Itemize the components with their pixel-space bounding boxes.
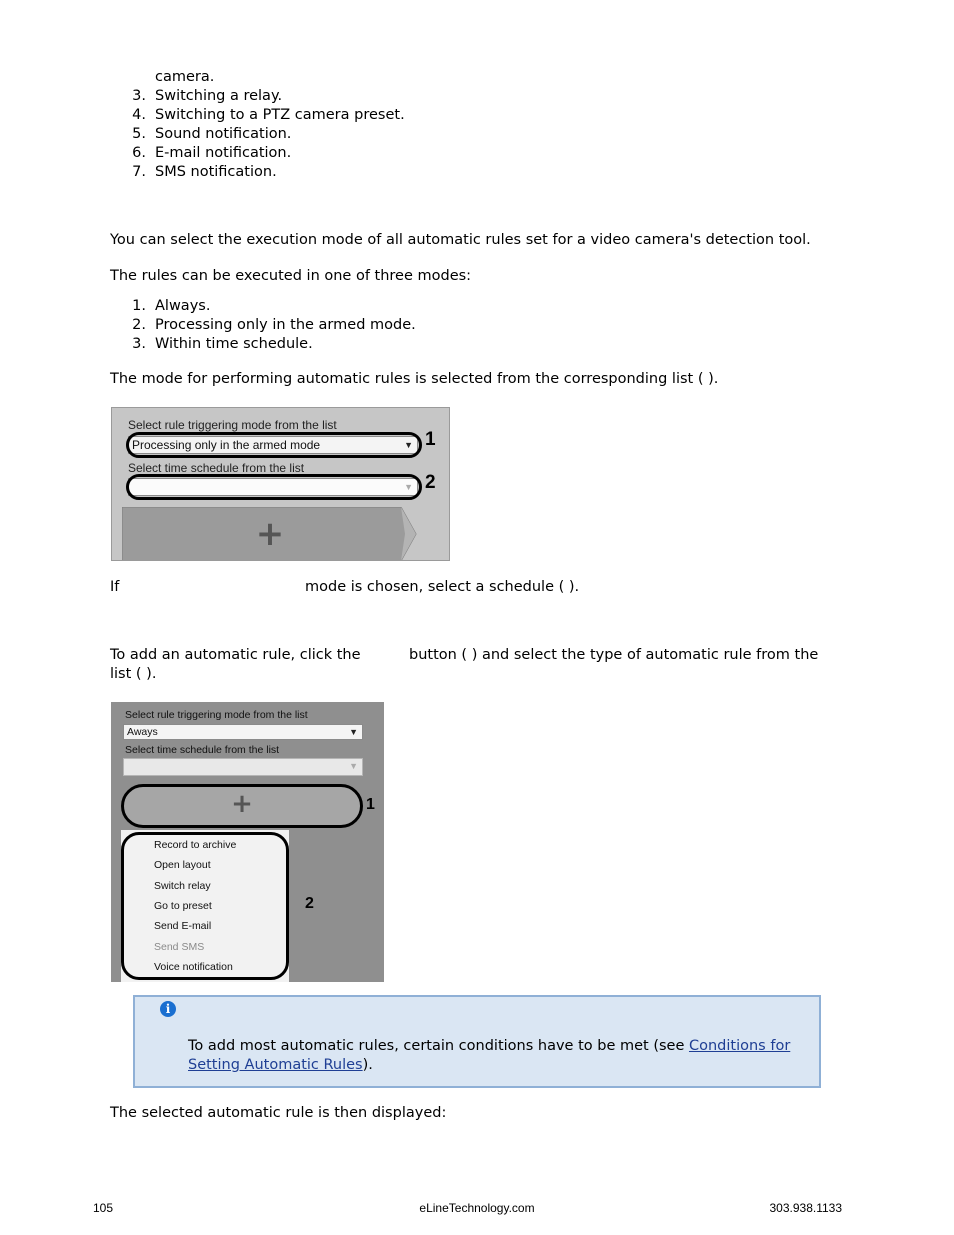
paragraph-displayed: The selected automatic rule is then displayed: xyxy=(110,1105,447,1121)
list-text: Within time schedule. xyxy=(155,336,313,352)
menu-item-send-sms: Send SMS xyxy=(154,941,205,953)
list-item xyxy=(0,317,954,336)
mode-label: Select rule triggering mode from the list xyxy=(125,709,308,721)
list-number: 3. xyxy=(132,88,146,104)
info-text-after: ). xyxy=(362,1057,373,1073)
footer-site: eLineTechnology.com xyxy=(419,1201,535,1215)
mode-select[interactable] xyxy=(123,724,363,740)
chevron-down-icon: ▼ xyxy=(404,440,413,450)
page-number: 105 xyxy=(93,1201,114,1215)
menu-item-switch-relay[interactable]: Switch relay xyxy=(154,880,211,892)
list-number: 2. xyxy=(132,317,146,333)
list-text: Switching to a PTZ camera preset. xyxy=(155,107,405,123)
paragraph-execution-mode: You can select the execution mode of all automatic rules set for a video camera's detection tool. xyxy=(110,232,811,248)
conditions-link[interactable]: Conditions for Setting Automatic Rules xyxy=(188,1038,791,1073)
menu-item-go-to-preset[interactable]: Go to preset xyxy=(154,900,212,912)
menu-item-open-layout[interactable]: Open layout xyxy=(154,859,211,871)
list-text: Sound notification. xyxy=(155,126,292,142)
mode-select-value: Aways xyxy=(127,726,158,738)
info-note xyxy=(133,995,821,1088)
schedule-label: Select time schedule from the list xyxy=(125,744,280,756)
list-item xyxy=(0,126,954,145)
info-icon: i xyxy=(160,1001,176,1017)
schedule-label: Select time schedule from the list xyxy=(128,461,305,475)
paragraph-add-part1: To add an automatic rule, click the xyxy=(110,647,361,663)
list-text: SMS notification. xyxy=(155,164,277,180)
callout-2: 2 xyxy=(425,472,436,493)
callout-1: 1 xyxy=(425,429,436,450)
list-number: 5. xyxy=(132,126,146,142)
mode-label: Select rule triggering mode from the list xyxy=(128,418,337,432)
footer-phone: 303.938.1133 xyxy=(769,1201,842,1215)
list-item xyxy=(0,298,954,317)
info-text-before: To add most automatic rules, certain conditions have to be met (see xyxy=(188,1038,689,1054)
menu-item-record-to-archive[interactable]: Record to archive xyxy=(154,839,237,851)
add-rule-button[interactable] xyxy=(122,507,418,561)
chevron-down-icon: ▼ xyxy=(349,727,358,737)
callout-1: 1 xyxy=(366,796,375,813)
info-note-text xyxy=(188,1037,808,1075)
list-text: Always. xyxy=(155,298,211,314)
mode-select-value: Processing only in the armed mode xyxy=(132,438,321,452)
add-rule-button[interactable] xyxy=(121,784,363,828)
list-item xyxy=(0,336,954,355)
list-item xyxy=(0,107,954,126)
list-number: 4. xyxy=(132,107,146,123)
list-text: Switching a relay. xyxy=(155,88,283,104)
screenshot-rule-mode xyxy=(111,407,450,561)
screenshot-rule-menu xyxy=(111,702,384,982)
callout-2: 2 xyxy=(305,895,314,912)
list-item xyxy=(0,145,954,164)
paragraph-if-start: If xyxy=(110,579,120,595)
paragraph-modes-intro: The rules can be executed in one of three modes: xyxy=(110,268,472,284)
paragraph-mode-select: The mode for performing automatic rules is selected from the corresponding list ( ). xyxy=(110,371,719,387)
paragraph-if-end: mode is chosen, select a schedule ( ). xyxy=(305,579,580,595)
list-number: 1. xyxy=(132,298,146,314)
chevron-down-icon: ▼ xyxy=(349,761,358,771)
highlight-ring-1 xyxy=(126,432,422,458)
list-text: E-mail notification. xyxy=(155,145,292,161)
highlight-ring-2 xyxy=(126,474,422,500)
list-text: Processing only in the armed mode. xyxy=(155,317,416,333)
plus-icon: + xyxy=(231,789,253,819)
list-number: 6. xyxy=(132,145,146,161)
plus-icon: + xyxy=(255,514,285,554)
list-item xyxy=(0,88,954,107)
menu-item-voice-notification[interactable]: Voice notification xyxy=(154,961,233,973)
schedule-select[interactable] xyxy=(123,758,363,776)
menu-item-send-email[interactable]: Send E-mail xyxy=(154,920,212,932)
paragraph-add-part2: button ( ) and select the type of automatic rule from the xyxy=(409,647,819,663)
list-number: 7. xyxy=(132,164,146,180)
paragraph-add-line2: list ( ). xyxy=(110,666,157,682)
list-number: 3. xyxy=(132,336,146,352)
rule-type-menu xyxy=(121,832,289,980)
list-continuation: camera. xyxy=(155,69,215,85)
chevron-down-icon: ▼ xyxy=(404,482,413,492)
list-item xyxy=(0,164,954,183)
